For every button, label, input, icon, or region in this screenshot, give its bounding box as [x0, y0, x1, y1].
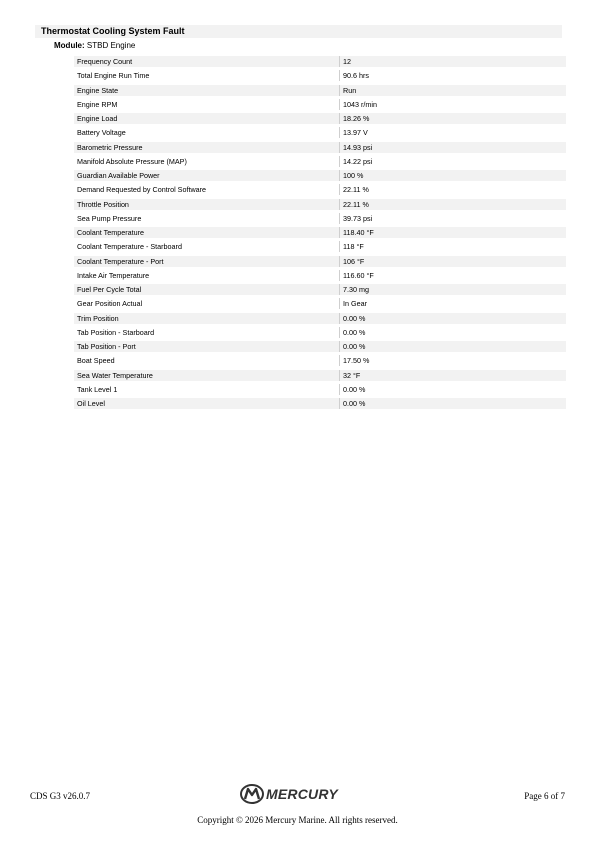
parameter-value: In Gear [343, 299, 367, 309]
parameter-name: Engine State [74, 85, 340, 96]
parameter-value: 118.40 °F [340, 227, 566, 238]
parameter-name: Frequency Count [74, 56, 340, 67]
parameter-value: 0.00 % [340, 341, 566, 352]
parameter-value: 17.50 % [343, 356, 370, 366]
table-row [74, 112, 566, 126]
parameter-name: Coolant Temperature - Port [74, 256, 340, 267]
table-row [74, 383, 566, 397]
software-version: CDS G3 v26.0.7 [30, 791, 91, 801]
parameter-value: 0.00 % [340, 313, 566, 324]
table-row [74, 283, 566, 297]
fault-title: Thermostat Cooling System Fault [41, 26, 185, 36]
parameter-value: 13.97 V [343, 128, 368, 138]
table-row [74, 198, 566, 212]
table-row [74, 126, 566, 140]
parameter-value: 22.11 % [340, 199, 566, 210]
parameter-name: Sea Water Temperature [74, 370, 340, 381]
table-row [74, 297, 566, 311]
parameter-value: 0.00 % [343, 384, 366, 394]
table-row [74, 255, 566, 269]
table-row [74, 226, 566, 240]
parameter-value: 32 °F [340, 370, 566, 381]
parameter-name: Demand Requested by Control Software [74, 184, 340, 195]
table-row [74, 98, 566, 112]
parameter-name: Sea Pump Pressure [74, 213, 340, 224]
parameter-name: Battery Voltage [74, 127, 340, 138]
table-row [74, 369, 566, 383]
table-row [74, 169, 566, 183]
parameter-value: 18.26 % [340, 113, 566, 124]
table-row [74, 84, 566, 98]
parameter-name: Coolant Temperature [74, 227, 340, 238]
mercury-logo [240, 784, 338, 804]
parameter-value: 22.11 % [343, 185, 369, 195]
parameter-name: Engine Load [74, 113, 340, 124]
table-row [74, 141, 566, 155]
table-row [74, 240, 566, 254]
parameter-value: 1043 r/min [343, 99, 377, 109]
parameter-value: 90.6 hrs [343, 71, 369, 81]
parameter-name: Throttle Position [74, 199, 340, 210]
parameter-name: Engine RPM [74, 99, 340, 110]
parameter-value: 0.00 % [340, 398, 566, 409]
table-row [74, 212, 566, 226]
parameter-value: 7.30 mg [340, 284, 566, 295]
table-row [74, 326, 566, 340]
module-line [54, 41, 135, 51]
parameter-value: Run [340, 85, 566, 96]
table-row [74, 55, 566, 69]
parameter-value: 106 °F [340, 256, 566, 267]
table-row [74, 340, 566, 354]
logo-text: MERCURY [266, 786, 338, 802]
module-value: STBD Engine [86, 41, 136, 50]
fault-header [35, 25, 562, 38]
table-row [74, 312, 566, 326]
parameter-name: Guardian Available Power [74, 170, 340, 181]
parameter-value: 116.60 °F [343, 270, 374, 280]
page-number: Page 6 of 7 [524, 791, 565, 801]
table-row [74, 183, 566, 197]
parameter-name: Fuel Per Cycle Total [74, 284, 340, 295]
parameter-value: 14.93 psi [340, 142, 566, 153]
table-row [74, 354, 566, 368]
parameter-value: 118 °F [343, 242, 364, 252]
parameter-value: 0.00 % [343, 327, 366, 337]
parameter-name: Gear Position Actual [74, 298, 340, 309]
parameter-name: Intake Air Temperature [74, 270, 340, 281]
table-row [74, 269, 566, 283]
module-label: Module: [54, 41, 85, 50]
mercury-m-logo-icon [240, 784, 264, 804]
parameter-name: Tab Position - Port [74, 341, 340, 352]
parameter-name: Coolant Temperature - Starboard [74, 241, 340, 252]
copyright-notice: Copyright © 2026 Mercury Marine. All rights reserved. [197, 815, 398, 825]
parameter-name: Barometric Pressure [74, 142, 340, 153]
parameter-name: Total Engine Run Time [74, 70, 340, 81]
parameter-name: Trim Position [74, 313, 340, 324]
parameter-value: 14.22 psi [343, 156, 373, 166]
parameter-name: Manifold Absolute Pressure (MAP) [74, 156, 340, 167]
table-row [74, 397, 566, 411]
parameter-value: 12 [340, 56, 566, 67]
parameter-name: Tab Position - Starboard [74, 327, 340, 338]
parameter-name: Oil Level [74, 398, 340, 409]
parameter-value: 39.73 psi [343, 213, 373, 223]
parameter-name: Boat Speed [74, 355, 340, 366]
table-row [74, 155, 566, 169]
parameter-table [74, 55, 566, 411]
table-row [74, 69, 566, 83]
parameter-value: 100 % [340, 170, 566, 181]
parameter-name: Tank Level 1 [74, 384, 340, 395]
